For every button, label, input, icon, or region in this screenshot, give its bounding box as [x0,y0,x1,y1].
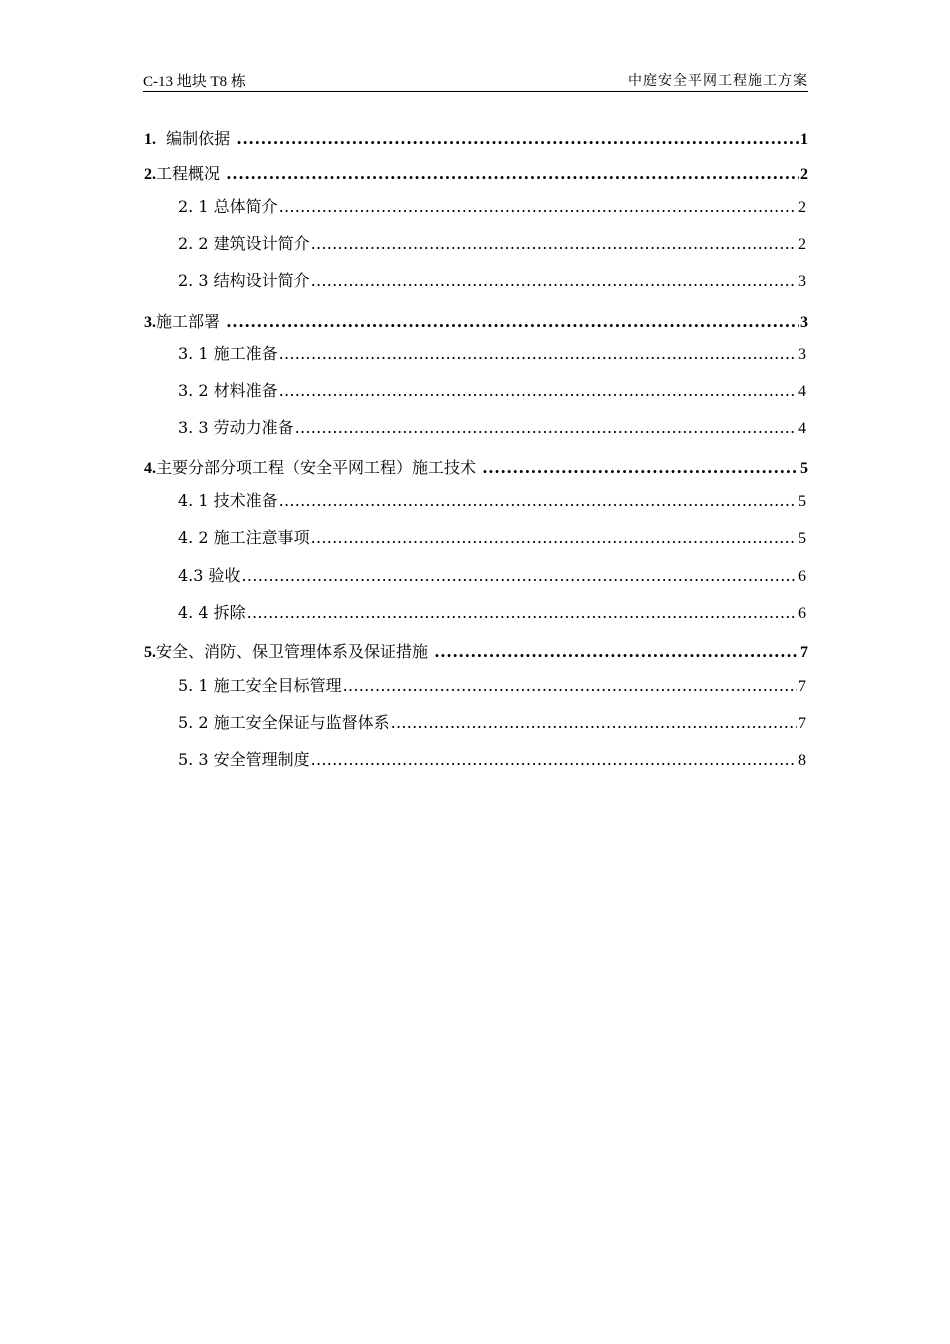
toc-leader-dots [482,458,799,477]
toc-leader-dots [311,271,797,290]
toc-entry-2-3[interactable] [178,268,806,291]
toc-leader-dots [279,491,797,510]
toc-entry-section-4[interactable] [144,455,808,478]
toc-page-number: 6 [798,605,806,622]
toc-page-number: 7 [798,678,806,695]
toc-title: 4.3 验收 [178,566,241,585]
toc-leader-dots [279,381,797,400]
toc-leader-dots [226,164,799,183]
toc-title: 施工部署 [156,312,221,331]
toc-page-number: 3 [798,273,806,290]
toc-entry-5-3[interactable] [178,747,806,770]
toc-entry-section-5[interactable] [144,639,808,662]
toc-entry-3-1[interactable] [178,341,806,364]
toc-page-number: 8 [798,752,806,769]
toc-page-number: 5 [798,530,806,547]
toc-page-number: 4 [798,383,806,400]
toc-leader-dots [236,129,799,148]
toc-title: 3. 2 材料准备 [178,381,278,400]
toc-title: 工程概况 [156,164,221,183]
toc-title: 2. 1 总体简介 [178,197,278,216]
header-project-name: C-13 地块 T8 栋 [143,74,246,90]
toc-title: 编制依据 [166,129,231,148]
toc-number: 3. [144,314,156,331]
toc-leader-dots [279,344,797,363]
toc-entry-2-1[interactable] [178,194,806,217]
toc-leader-dots [311,528,797,547]
toc-title: 5. 1 施工安全目标管理 [178,676,342,695]
toc-page-number: 1 [800,131,808,148]
toc-page-number: 2 [798,199,806,216]
toc-entry-5-1[interactable] [178,673,806,696]
toc-title: 2. 2 建筑设计简介 [178,234,310,253]
toc-page-number: 2 [800,166,808,183]
toc-leader-dots [295,418,797,437]
toc-page-number: 2 [798,236,806,253]
toc-title: 4. 2 施工注意事项 [178,528,310,547]
toc-number: 4. [144,460,156,477]
toc-title: 5. 3 安全管理制度 [178,750,310,769]
toc-leader-dots [247,603,797,622]
toc-leader-dots [434,642,799,661]
toc-title: 4. 4 拆除 [178,603,246,622]
toc-title: 安全、消防、保卫管理体系及保证措施 [156,642,429,661]
toc-number: 1. [144,131,156,148]
toc-leader-dots [311,234,797,253]
toc-number: 2. [144,166,156,183]
toc-entry-4-2[interactable] [178,525,806,548]
toc-entry-3-3[interactable] [178,415,806,438]
toc-entry-4-3[interactable] [178,563,806,586]
toc-leader-dots [311,750,797,769]
toc-entry-2-2[interactable] [178,231,806,254]
toc-entry-4-4[interactable] [178,600,806,623]
toc-entry-5-2[interactable] [178,710,806,733]
header-document-title: 中庭安全平网工程施工方案 [628,73,808,89]
toc-leader-dots [279,197,797,216]
toc-title: 5. 2 施工安全保证与监督体系 [178,713,390,732]
toc-page-number: 7 [800,644,808,661]
toc-page-number: 5 [798,493,806,510]
page-header [143,68,808,90]
toc-page-number: 3 [800,314,808,331]
header-rule [143,91,808,92]
toc-leader-dots [343,676,797,695]
toc-page-number: 4 [798,420,806,437]
toc-title: 3. 3 劳动力准备 [178,418,294,437]
toc-page-number: 7 [798,715,806,732]
toc-leader-dots [226,312,799,331]
toc-leader-dots [242,566,797,585]
toc-title: 主要分部分项工程（安全平网工程）施工技术 [156,458,477,477]
toc-title: 4. 1 技术准备 [178,491,278,510]
toc-title: 2. 3 结构设计简介 [178,271,310,290]
toc-entry-section-2[interactable] [144,161,808,184]
toc-title: 3. 1 施工准备 [178,344,278,363]
toc-page-number: 3 [798,346,806,363]
toc-page-number: 6 [798,568,806,585]
toc-leader-dots [391,713,797,732]
toc-number: 5. [144,644,156,661]
toc-entry-section-3[interactable] [144,309,808,332]
toc-entry-3-2[interactable] [178,378,806,401]
toc-page-number: 5 [800,460,808,477]
toc-entry-section-1[interactable] [144,126,808,149]
toc-entry-4-1[interactable] [178,488,806,511]
